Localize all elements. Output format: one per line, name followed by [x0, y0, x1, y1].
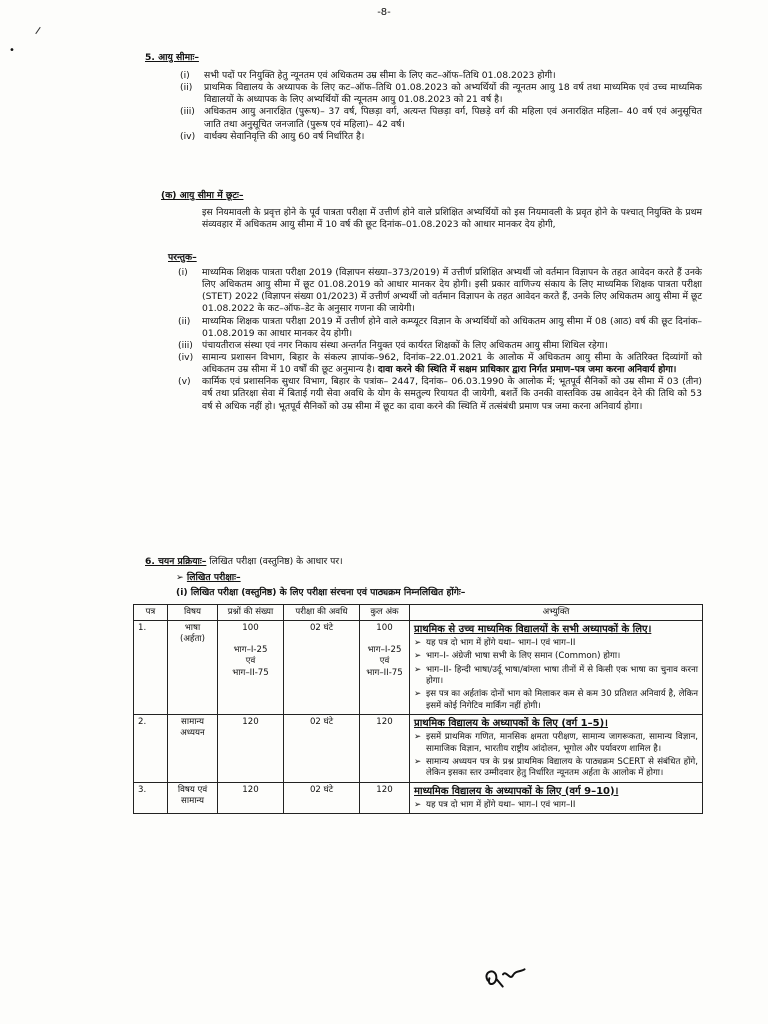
marks: 120	[360, 714, 410, 782]
list-item: (ii) प्राथमिक विद्यालय के अध्यापक के लिए कट–ऑफ–तिथि 01.08.2023 को अभ्यर्थियों की न्यूनतम आयु 18 वर्ष तथा माध्यमिक एवं उच्च माध्यमिक विद्यालयों के अध्यापक के लिए अभ्यर्थियों की न्यूनतम आयु 01.08.2023 को 21 वर्ष है।	[180, 82, 702, 106]
header-subject: विषय	[168, 605, 218, 621]
duration: 02 घंटे	[284, 782, 360, 814]
header-duration: परीक्षा की अवधि	[284, 605, 360, 621]
arrow-bullet-icon: ➢	[414, 732, 422, 743]
exam-structure-table	[133, 604, 703, 814]
questions: 100 भाग–I-25 एवं भाग–II-75	[218, 620, 284, 714]
list-item: (iv) वार्धक्य सेवानिवृत्ति की आयु 60 वर्ष निर्धारित है।	[180, 130, 365, 142]
proviso-list	[178, 267, 702, 413]
header-paper: पत्र	[134, 605, 168, 621]
margin-tick	[35, 27, 40, 34]
arrow-bullet-icon: ➢	[414, 689, 422, 700]
section-5-heading	[145, 52, 199, 64]
table-row	[134, 782, 703, 814]
paper-no: 1.	[134, 620, 168, 714]
paper-no: 2.	[134, 714, 168, 782]
subject: सामान्य अध्ययन	[168, 714, 218, 782]
age-relaxation-para: इस नियमावली के प्रवृत्त होने के पूर्व पात्रता परीक्षा में उत्तीर्ण होने वाले प्रशिक्षित अभ्यर्थियों को इस नियमावली के प्रवृत होने के पश्चात् नियुक्ति के प्रथम संव्यवहार में अधिकतम आयु सीमा में 10 वर्ष की छूट दिनांक–01.08.2023 को आधार मानकर देय होगी,	[202, 207, 702, 231]
questions: 120	[218, 714, 284, 782]
handwritten-signature	[480, 961, 532, 1002]
duration: 02 घंटे	[284, 620, 360, 714]
section-5-title: 5. आयु सीमाः–	[145, 52, 199, 63]
list-item: (ii) माध्यमिक शिक्षक पात्रता परीक्षा 2019 में उत्तीर्ण होने वाले कम्प्यूटर विज्ञान के अभ्यर्थियों को अधिकतम आयु सीमा में 08 (आठ) वर्ष की छूट दिनांक–01.08.2019 का आधार मानकर देय होगी।	[178, 315, 702, 339]
remarks: माध्यमिक विद्यालय के अध्यापकों के लिए (वर्ग 9–10)। ➢ यह पत्र दो भाग में होंगे यथा– भाग–I एवं भाग–II	[410, 782, 703, 814]
section-6-heading: 6. चयन प्रक्रियाः– लिखित परीक्षा (वस्तुनिष्ठ) के आधार पर।	[145, 556, 343, 567]
duration: 02 घंटे	[284, 714, 360, 782]
header-remarks: अभ्युक्ति	[410, 605, 703, 621]
proviso-heading: परन्तुक–	[168, 252, 197, 263]
arrow-icon: ➢	[176, 572, 184, 583]
paper-no: 3.	[134, 782, 168, 814]
arrow-bullet-icon: ➢	[414, 756, 422, 767]
list-item: ➢ यह पत्र दो भाग में होंगे यथा– भाग–I एवं भाग–II	[414, 637, 576, 648]
table-row	[134, 714, 703, 782]
list-item: ➢ सामान्य अध्ययन पत्र के प्रश्न प्राथमिक विद्यालय के पाठ्यक्रम SCERT से संबंधित होंगे, लेकिन इसका स्तर उम्मीदवार हेतु निर्धारित न्यूनतम अर्हता के आलोक में होगा।	[414, 756, 698, 779]
questions: 120	[218, 782, 284, 814]
header-questions: प्रश्नों की संख्या	[218, 605, 284, 621]
arrow-bullet-icon: ➢	[414, 637, 422, 648]
subject: विषय एवं सामान्य	[168, 782, 218, 814]
page-number: -8-	[377, 7, 391, 18]
subject: भाषा (अर्हता)	[168, 620, 218, 714]
arrow-bullet-icon: ➢	[414, 651, 422, 662]
arrow-bullet-icon: ➢	[414, 664, 422, 675]
written-exam-heading: ➢ लिखित परीक्षाः–	[176, 572, 241, 583]
list-item: ➢ इस पत्र का अर्हतांक दोनों भाग को मिलाकर कम से कम 30 प्रतिशत अनिवार्य है, लेकिन इसमें कोई निगेटिव मार्किंग नहीं होगी।	[414, 689, 698, 711]
header-marks: कुल अंक	[360, 605, 410, 621]
list-item: ➢ भाग–II- हिन्दी भाषा/उर्दू भाषा/बांग्ला भाषा तीनों में से किसी एक भाषा का चुनाव करना होगा।	[414, 664, 698, 686]
list-item: (i) माध्यमिक शिक्षक पात्रता परीक्षा 2019 (विज्ञापन संख्या–373/2019) में उत्तीर्ण प्रशिक्षित अभ्यर्थी जो वर्तमान विज्ञापन के तहत आवेदन करते हैं उनके लिए अधिकतम आयु सीमा में छूट 01.08.2019 को आधार मानकर देय होगी। इसी प्रकार वाणिज्य संकाय के लिए माध्यमिक शिक्षक पात्रता परीक्षा (STET) 2022 (विज्ञापन संख्या 01/2023) में उत्तीर्ण अभ्यर्थी जो वर्तमान विज्ञापन के तहत आवेदन करते हैं, उनके लिए अधिकतम आयु सीमा में छूट 01.08.2022 के कट–ऑफ–डेट के अनुसार गणना की जायेगी।	[178, 267, 702, 315]
age-relaxation-heading: (क) आयु सीमा में छूटः–	[161, 190, 244, 201]
list-item: (i) सभी पदों पर नियुक्ति हेतु न्यूनतम एवं अधिकतम उम्र सीमा के लिए कट–ऑफ–तिथि 01.08.2023 होगी।	[180, 70, 556, 81]
list-item: ➢ यह पत्र दो भाग में होंगे यथा– भाग–I एवं भाग–II	[414, 799, 576, 810]
list-item: (iv) सामान्य प्रशासन विभाग, बिहार के संकल्प ज्ञापांक–962, दिनांक–22.01.2021 के आलोक में अधिकतम आयु सीमा के अतिरिक्त दिव्यांगों को अधिकतम उम्र सीमा में 10 वर्षों की छूट अनुमान्य है। दावा करने की स्थिति में सक्षम प्राधिकार द्वारा निर्गत प्रमाण–पत्र जमा करना अनिवार्य होगा।	[178, 351, 702, 376]
table-header-row	[134, 605, 703, 621]
table-row	[134, 620, 703, 714]
signature-drawing	[480, 961, 531, 993]
remarks: प्राथमिक विद्यालय के अध्यापकों के लिए (वर्ग 1–5)। ➢ इसमें प्राथमिक गणित, मानसिक क्षमता परीक्षण, सामान्य जागरूकता, सामान्य विज्ञान, सामाजिक विज्ञान, भारतीय राष्ट्रीय आंदोलन, भूगोल और पर्यावरण शामिल है। ➢ सामान्य अध्ययन पत्र के प्रश्न प्राथमिक विद्यालय के पाठ्यक्रम SCERT से संबंधित होंगे, लेकिन इसका स्तर उम्मीदवार हेतु निर्धारित न्यूनतम अर्हता के आलोक में होगा।	[410, 714, 703, 782]
list-item: ➢ इसमें प्राथमिक गणित, मानसिक क्षमता परीक्षण, सामान्य जागरूकता, सामान्य विज्ञान, सामाजिक विज्ञान, भारतीय राष्ट्रीय आंदोलन, भूगोल और पर्यावरण शामिल है।	[414, 732, 698, 754]
arrow-bullet-icon: ➢	[414, 799, 422, 810]
section-5-list	[180, 70, 702, 143]
list-item: ➢ भाग–I- अंग्रेजी भाषा सभी के लिए समान (Common) होगा।	[414, 651, 621, 662]
marks: 120	[360, 782, 410, 814]
list-item: (iii) अधिकतम आयु अनारक्षित (पुरूष)– 37 वर्ष, पिछड़ा वर्ग, अत्यन्त पिछड़ा वर्ग, पिछड़े वर्ग की महिला एवं अनारक्षित महिला– 40 वर्ष एवं अनुसूचित जाति तथा अनुसूचित जनजाति (पुरूष एवं महिला)– 42 वर्ष।	[180, 106, 702, 130]
list-item: (iii) पंचायतीराज संस्था एवं नगर निकाय संस्था अन्तर्गत नियुक्त एवं कार्यरत शिक्षकों के लिए अधिकतम आयु सीमा शिथिल रहेगा।	[178, 339, 608, 351]
margin-dot: •	[9, 45, 15, 56]
marks: 100 भाग–I-25 एवं भाग–II-75	[360, 620, 410, 714]
list-item: (v) कार्मिक एवं प्रशासनिक सुधार विभाग, बिहार के पत्रांक– 2447, दिनांक– 06.03.1990 के आलोक में; भूतपूर्व सैनिकों को उम्र सीमा में 03 (तीन) वर्ष तथा प्रतिरक्षा सेवा में बिताई गयी सेवा अवधि के योग के समतुल्य रियायत दी जायेगी, बशर्ते कि उनकी वास्तविक उम्र आवेदन देने की तिथि को 53 वर्ष से अधिक नहीं हो। भूतपूर्व सैनिकों को उम्र सीमा में छूट का दावा करने की स्थिति में तत्संबंधी प्रमाण पत्र जमा करना अनिवार्य होगा।	[178, 376, 702, 412]
remarks: प्राथमिक से उच्च माध्यमिक विद्यालयों के सभी अध्यापकों के लिए। ➢ यह पत्र दो भाग में होंगे यथा– भाग–I एवं भाग–II ➢ भाग–I- अंग्रेजी भाषा सभी के लिए समान (Common) होगा। ➢ भाग–II- हिन्दी भाषा/उर्दू भाषा/बांग्ला भाषा तीनों में से किसी एक भाषा का चुनाव करना होगा। ➢ इस पत्र का अर्हतांक दोनों भाग को मिलाकर कम से कम 30 प्रतिशत अनिवार्य है, लेकिन इसमें कोई निगेटिव मार्किंग नहीं होगी।	[410, 620, 703, 714]
exam-structure-intro: (i) लिखित परीक्षा (वस्तुनिष्ठ) के लिए परीक्षा संरचना एवं पाठ्यक्रम निम्नलिखित होंगेः–	[176, 587, 466, 598]
